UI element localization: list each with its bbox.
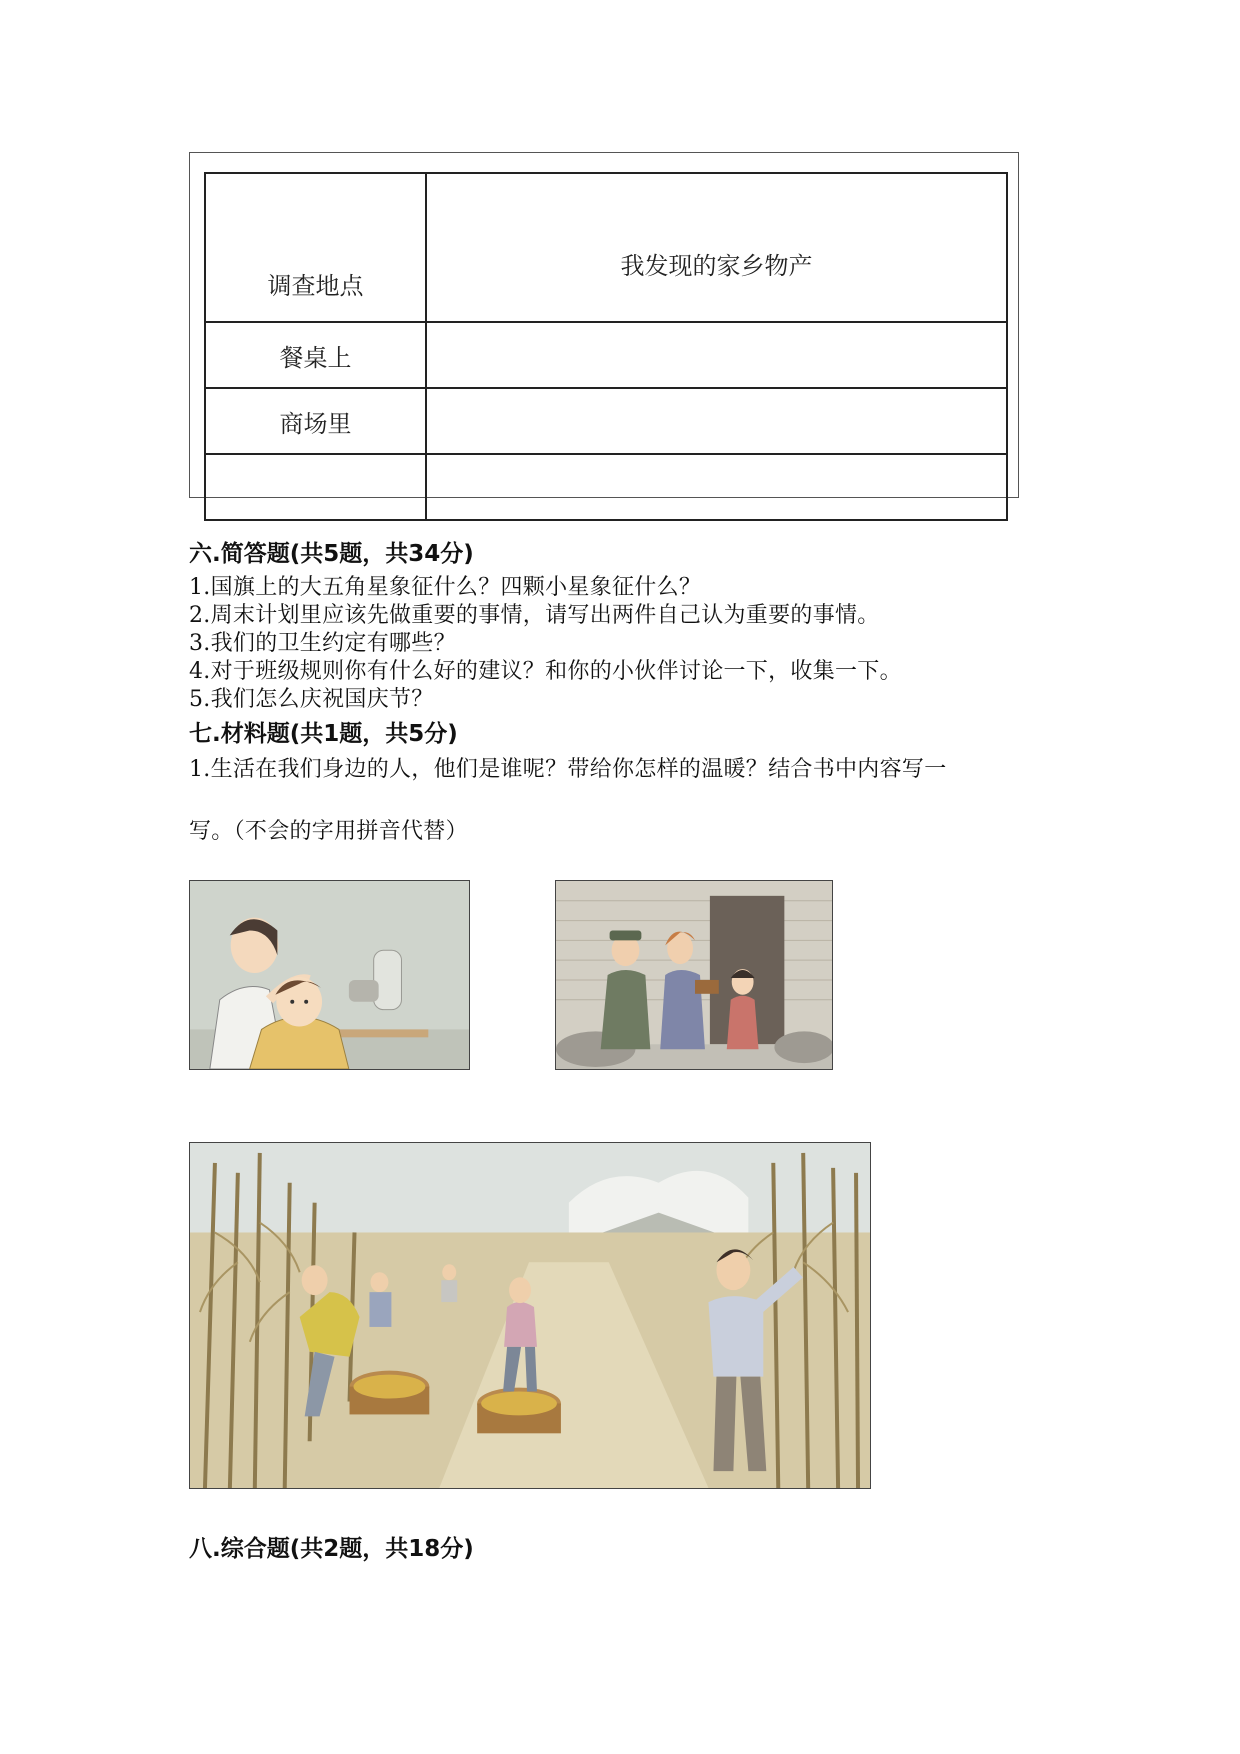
barber-illustration xyxy=(189,880,470,1070)
question-line: 4.对于班级规则你有什么好的建议？和你的小伙伴讨论一下，收集一下。 xyxy=(189,659,902,684)
table-header-row xyxy=(205,173,1007,322)
table-row xyxy=(205,454,1007,520)
row-place: 餐桌上 xyxy=(205,322,426,388)
row-place: 商场里 xyxy=(205,388,426,454)
question-line: 写。（不会的字用拼音代替） xyxy=(189,819,468,844)
question-line: 5.我们怎么庆祝国庆节？ xyxy=(189,687,434,712)
row-product-answer[interactable] xyxy=(426,454,1007,520)
corn-harvest-illustration xyxy=(189,1142,871,1489)
row-product-answer[interactable] xyxy=(426,388,1007,454)
survey-table xyxy=(204,172,1008,521)
section7-title: 七.材料题(共1题，共5分) xyxy=(189,721,458,747)
header-hometown-products: 我发现的家乡物产 xyxy=(426,173,1007,322)
row-place-answer[interactable] xyxy=(205,454,426,520)
table-row xyxy=(205,388,1007,454)
row-product-answer[interactable] xyxy=(426,322,1007,388)
postman-illustration xyxy=(555,880,833,1070)
question-line: 2.周末计划里应该先做重要的事情，请写出两件自己认为重要的事情。 xyxy=(189,603,880,628)
question-line: 1.生活在我们身边的人，他们是谁呢？带给你怎样的温暖？结合书中内容写一 xyxy=(189,757,947,782)
table-row xyxy=(205,322,1007,388)
header-survey-place: 调查地点 xyxy=(205,173,426,322)
question-line: 3.我们的卫生约定有哪些？ xyxy=(189,631,456,656)
section6-title: 六.简答题(共5题，共34分) xyxy=(189,541,474,567)
question-line: 1.国旗上的大五角星象征什么？四颗小星象征什么？ xyxy=(189,575,702,600)
section8-title: 八.综合题(共2题，共18分) xyxy=(189,1536,474,1562)
